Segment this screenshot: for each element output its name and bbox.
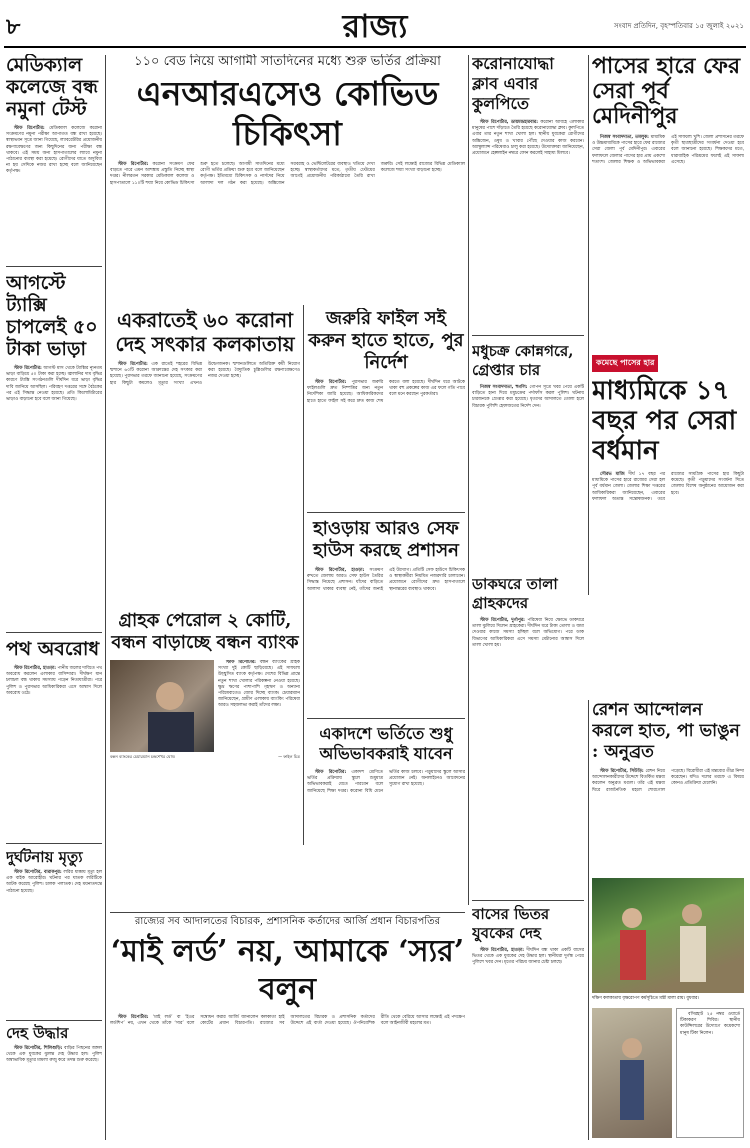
madhusudan-headline: মধুচক্র কোন্নগরে, গ্রেপ্তার চার bbox=[472, 342, 574, 379]
my-lord-body bbox=[110, 1015, 465, 1143]
road-byline: স্টাফ রিপোর্টার, হাওড়া: bbox=[14, 666, 57, 671]
bandhan-article bbox=[110, 610, 300, 910]
ekadash-headline: একাদশে ভর্তিতে শুধু অভিভাবকরাই যাবেন bbox=[319, 724, 453, 763]
dateline: সংবাদ প্রতিদিন, বৃহস্পতিবার ১৫ জুলাই ২০২১ bbox=[614, 22, 744, 30]
madhyamik-text: দীর্ঘ ১৭ বছর পর মাধ্যমিকে পাসের হারে রাজ্যের সেরা হল পূর্ব বর্ধমান জেলা। জেলার শিক্ষা দপ্তরের আধিকারিকরা জানিয়েছেন, এবারের ফলাফল অত্যন্ত সন্তোষজনক। তবে রাজ্যের সামগ্রিক পাসের হার কিছুটা কমেছে। কৃতী পড়ুয়াদের সংবর্ধনা দিতে জেলায় বিশেষ অনুষ্ঠানের আয়োজন করা হবে। bbox=[592, 472, 744, 502]
bus-article bbox=[472, 905, 584, 1140]
bandhan-caption: বন্ধন ব্যাংকের চেয়ারম্যান চন্দ্রশেখর ঘোষ। bbox=[110, 754, 176, 759]
file-sign-text: পুরসভার জরুরি ফাইলগুলি দ্রুত নিষ্পত্তির জন্য নতুন নির্দেশিকা জারি হয়েছে। আধিকারিকদের হাতে হাতে ফাইল সই করে দ্রুত কাজ শেষ করতে বলা হয়েছে। দীর্ঘদিন ধরে আটকে থাকা বহু প্রকল্পের কাজ এর ফলে গতি পাবে বলে মনে করছেন পুরকর্তারা। bbox=[307, 380, 465, 404]
bandhan-photo-credit: — ফাইল চিত্র bbox=[278, 754, 300, 759]
ration-byline: স্টাফ রিপোর্টার, সিউড়ি: bbox=[600, 769, 644, 774]
pass-rate-text: মাধ্যমিক ও উচ্চমাধ্যমিকে পাসের হারে ফের রাজ্যের সেরা জেলা পূর্ব মেদিনীপুর। এবারের ফলাফলে জেলার পাসের হার প্রায় একশো শতাংশ। জেলার শিক্ষক ও অভিভাবকরা এই সাফল্যে খুশি। জেলা প্রশাসনের তরফে কৃতী ছাত্রছাত্রীদের সংবর্ধনা দেওয়া হবে বলে জানানো হয়েছে। শিক্ষকদের মতে, ধারাবাহিক পরিশ্রমের ফলেই এই সাফল্য এসেছে। bbox=[592, 135, 744, 165]
file-sign-headline: জরুরি ফাইল সই করুন হাতে হাতে, পুর নির্দেশ bbox=[308, 308, 464, 373]
ekadash-body bbox=[307, 770, 465, 900]
ration-body bbox=[592, 769, 744, 875]
col-divider bbox=[105, 55, 106, 1140]
howrah-article bbox=[307, 518, 465, 713]
bus-body bbox=[472, 948, 584, 967]
accident-article bbox=[6, 848, 102, 1008]
crowd-illustration bbox=[592, 1008, 672, 1138]
kolkata-body bbox=[110, 362, 300, 602]
accident-text: লরির ধাক্কায় মৃত্যু হল এক বাইক আরোহীর। ঘটনার পর ঘাতক লরিটিকে আটক করেছে পুলিশ। চালক পলাতক। দেহ ময়নাতদন্তে পাঠানো হয়েছে। bbox=[6, 870, 102, 894]
medical-article bbox=[6, 54, 102, 264]
bandhan-headline: গ্রাহক পেরোল ২ কোটি, বন্ধন বাড়াচ্ছে বন্ধন ব্যাংক bbox=[111, 610, 299, 653]
club-headline: করোনাযোদ্ধা ক্লাব এবার কুলপিতে bbox=[472, 54, 554, 113]
taxi-body bbox=[6, 366, 102, 403]
ration-text: রেশন নিয়ে আন্দোলনকারীদের উদ্দেশে বিতর্কিত মন্তব্য করলেন অনুব্রত মণ্ডল। তাঁর এই মন্তব্য ঘিরে রাজনৈতিক মহলে শোরগোল পড়েছে। বিরোধীরা এই মন্তব্যের তীব্র নিন্দা করেছেন। যদিও দলের তরফে এ বিষয়ে কোনও প্রতিক্রিয়া মেলেনি। bbox=[592, 769, 744, 793]
body-found-headline: দেহ উদ্ধার bbox=[6, 1024, 69, 1042]
taxi-text: আগস্ট মাস থেকে ট্যাক্সির ন্যূনতম ভাড়া বাড়িয়ে ৫০ টাকা করা হচ্ছে। জ্বালানির দাম বৃদ্ধির কারণে ট্যাক্সি সংগঠনগুলি দীর্ঘদিন ধরে ভাড়া বৃদ্ধির দাবি জানিয়ে আসছিল। পরিবহণ দপ্তরের সঙ্গে বৈঠকের পর এই সিদ্ধান্ত নেওয়া হয়েছে। প্রতি কিলোমিটারের ভাড়াও বাড়ানো হবে বলে জানা গিয়েছে। bbox=[6, 366, 102, 403]
tree-photo-caption: দক্ষিণ কলকাতায় বৃক্ষরোপণ কর্মসূচিতে মন্ত্রী মালা রায়। বুধবার। bbox=[592, 996, 700, 1001]
divider bbox=[6, 266, 102, 267]
madhyamik-byline: সৌরভ মাজি bbox=[600, 472, 625, 477]
taxi-article bbox=[6, 272, 102, 627]
col-divider bbox=[468, 55, 469, 615]
my-lord-byline: স্টাফ রিপোর্টার: bbox=[118, 1015, 149, 1020]
medical-headline: মেডিক্যাল কলেজে বন্ধ নমুনা টেস্ট bbox=[6, 54, 98, 120]
madhyamik-body bbox=[592, 472, 744, 670]
divider bbox=[6, 1020, 102, 1021]
body-found-article bbox=[6, 1024, 102, 1142]
nrs-body bbox=[110, 162, 465, 304]
kolkata-article bbox=[110, 308, 300, 608]
masthead-rule bbox=[4, 46, 746, 48]
accident-byline: স্টাফ রিপোর্টার, বারাকপুর: bbox=[14, 870, 62, 875]
people-illustration bbox=[592, 878, 744, 993]
nrs-byline: স্টাফ রিপোর্টার: bbox=[118, 162, 149, 167]
nrs-headline: এনআরএসেও কোভিড চিকিৎসা bbox=[136, 74, 439, 153]
madhyamik-headline: মাধ্যমিকে ১৭ বছর পর সেরা বর্ধমান bbox=[592, 376, 737, 466]
club-byline: স্টাফ রিপোর্টার, ডায়মন্ডহারবার: bbox=[480, 120, 538, 125]
post-office-body bbox=[472, 618, 584, 649]
kolkata-byline: স্টাফ রিপোর্টার: bbox=[118, 362, 148, 367]
person-illustration bbox=[110, 660, 214, 752]
masthead bbox=[0, 0, 750, 50]
file-sign-byline: স্টাফ রিপোর্টার: bbox=[315, 380, 347, 385]
col-divider bbox=[303, 305, 304, 845]
madhusudan-text: গোপন সূত্রে খবর পেয়ে একটি বাড়িতে হানা দিয়ে মধুচক্রের পর্দাফাঁস করল পুলিশ। ঘটনায় চারজনকে গ্রেপ্তার করা হয়েছে। ধৃতদের আদালতে তোলা হলে বিচারক পুলিশি হেফাজতের নির্দেশ দেন। bbox=[472, 385, 584, 409]
madhusudan-body bbox=[472, 385, 584, 410]
pass-rate-byline: নিজস্ব সংবাদদাতা, তমলুক: bbox=[600, 135, 649, 140]
nrs-article bbox=[110, 54, 465, 304]
bandhan-byline: স্টাফ রিপোর্টার: bbox=[226, 660, 256, 665]
vaccine-photo bbox=[592, 1008, 672, 1138]
madhyamik-article bbox=[592, 350, 744, 670]
accident-body bbox=[6, 870, 102, 895]
bandhan-text: বন্ধন ব্যাংকের গ্রাহক সংখ্যা দুই কোটি ছাড়িয়েছে। এই সাফল্যে উচ্ছ্বসিত ব্যাংক কর্তৃপক্ষ। দেশের বিভিন্ন প্রান্তে নতুন শাখা খোলার পরিকল্পনা নেওয়া হয়েছে। ক্ষুদ্র ঋণের পাশাপাশি গৃহঋণ ও অন্যান্য পরিষেবাতেও জোর দিচ্ছে ব্যাংক। চেয়ারম্যান জানিয়েছেন, গ্রামীণ এলাকায় ব্যাংকিং পরিষেবা আরও সহজলভ্য করাই তাঁদের লক্ষ্য। bbox=[218, 660, 300, 709]
howrah-body bbox=[307, 568, 465, 708]
road-text: পানীয় জলের দাবিতে পথ অবরোধ করলেন এলাকার বাসিন্দারা। দীর্ঘক্ষণ যান চলাচল বন্ধ থাকায় সমস্যায় পড়েন নিত্যযাত্রীরা। পরে পুলিশ ও পুরসভার আধিকারিকরা এসে আশ্বাস দিলে অবরোধ ওঠে। bbox=[6, 666, 102, 696]
tree-planting-photo bbox=[592, 878, 744, 993]
divider bbox=[472, 335, 584, 336]
ekadash-byline: স্টাফ রিপোর্টার: bbox=[315, 770, 347, 775]
howrah-headline: হাওড়ায় আরও সেফ হাউস করছে প্রশাসন bbox=[313, 518, 459, 561]
bus-text: দীর্ঘদিন বন্ধ থাকা একটি বাসের ভিতর থেকে এক যুবকের দেহ উদ্ধার হল। স্থানীয়রা দুর্গন্ধ পেয়ে পুলিশে খবর দেন। মৃতের পরিচয় জানার চেষ্টা চলছে। bbox=[472, 948, 584, 966]
road-article bbox=[6, 638, 102, 798]
ration-headline: রেশন আন্দোলন করলে হাত, পা ভাঙুন : অনুব্রত bbox=[592, 700, 740, 762]
col-divider bbox=[588, 55, 589, 595]
bus-headline: বাসের ভিতর যুবকের দেহ bbox=[472, 905, 550, 942]
kolkata-headline: একরাতেই ৬০ করোনা দেহ সৎকার কলকাতায় bbox=[115, 308, 295, 356]
bandhan-side-text bbox=[218, 660, 300, 752]
col-divider bbox=[468, 575, 469, 905]
page-number: ৮ bbox=[6, 14, 21, 40]
medical-byline: স্টাফ রিপোর্টার: bbox=[14, 126, 45, 131]
body-found-body bbox=[6, 1046, 102, 1065]
post-office-headline: ডাকঘরে তালা গ্রাহকদের bbox=[472, 575, 558, 612]
medical-text: মেডিক্যাল কলেজে করোনা সংক্রমণের নমুনা পরীক্ষা আপাতত বন্ধ রাখা হয়েছে। স্বাস্থ্যভবন সূত্রে জানা গিয়েছে, ল্যাবরেটরির প্রয়োজনীয় রক্ষণাবেক্ষণের জন্য কিছুদিনের জন্য পরীক্ষা বন্ধ থাকবে। এই সময় অন্য হাসপাতালের ল্যাবে নমুনা পাঠানোর ব্যবস্থা করা হয়েছে। রোগীদের যাতে অসুবিধা না হয় সেদিকে নজর রাখা হচ্ছে বলে জানিয়েছেন কর্তৃপক্ষ। bbox=[6, 126, 102, 175]
howrah-text: সংক্রমণ রুখতে জেলায় আরও সেফ হাউস তৈরির সিদ্ধান্ত নিয়েছে প্রশাসন। যাঁদের বাড়িতে আলাদা থাকার ব্যবস্থা নেই, তাঁদের জন্যই এই উদ্যোগ। প্রতিটি সেফ হাউসে চিকিৎসক ও স্বাস্থ্যকর্মীরা নিয়মিত নজরদারি চালাবেন। প্রয়োজনে রোগীদের দ্রুত হাসপাতালে স্থানান্তরের ব্যবস্থাও থাকবে। bbox=[307, 568, 465, 592]
madhusudan-byline: নিজস্ব সংবাদদাতা, হুগলি: bbox=[480, 385, 528, 390]
nrs-text: করোনা সংক্রমণ ফের বাড়তে পারে এমন আশঙ্কায় প্রস্তুতি নিচ্ছে স্বাস্থ্য দপ্তর। নীলরতন সরকার মেডিক্যাল কলেজ ও হাসপাতালে ১১০টি শয্যা নিয়ে কোভিড চিকিৎসা শুরু হতে চলেছে। আগামী সাতদিনের মধ্যে রোগী ভর্তির প্রক্রিয়া শুরু হবে বলে জানিয়েছেন কর্তৃপক্ষ। ইতিমধ্যে চিকিৎসক ও নার্সদের নিয়ে আলাদা দল গঠন করা হয়েছে। অক্সিজেন সরবরাহ ও ভেন্টিলেটরের ব্যবস্থাও খতিয়ে দেখা হচ্ছে। স্বাস্থ্যকর্তাদের মতে, তৃতীয় ঢেউয়ের আগেই প্রয়োজনীয় পরিকাঠামো তৈরি রাখা জরুরি। সেই লক্ষ্যেই রাজ্যের বিভিন্ন মেডিক্যাল কলেজে শয্যা সংখ্যা বাড়ানো হচ্ছে। bbox=[110, 162, 465, 186]
divider bbox=[6, 632, 102, 633]
taxi-byline: স্টাফ রিপোর্টার: bbox=[14, 366, 42, 371]
club-body bbox=[472, 120, 584, 157]
club-article bbox=[472, 54, 584, 334]
body-found-text: বাড়ির পিছনের জঙ্গল থেকে এক যুবকের ঝুলন্ত দেহ উদ্ধার হল। পুলিশ অস্বাভাবিক মৃত্যুর মামলা রুজু করে তদন্ত শুরু করেছে। bbox=[6, 1046, 102, 1064]
post-office-article bbox=[472, 575, 584, 795]
ration-article bbox=[592, 700, 744, 875]
club-text: করোনা আবহে এলাকার মানুষের পাশে দাঁড়াতে তৈরি হয়েছে করোনাযোদ্ধা ক্লাব। কুলপিতে এবার তার নতুন শাখা খোলা হল। স্থানীয় যুবকেরা রোগীদের অক্সিজেন, ওষুধ ও খাবার পৌঁছে দেওয়ার কাজ করবেন। অ্যাম্বুল্যান্স পরিষেবাও চালু করা হয়েছে। উদ্যোক্তারা জানিয়েছেন, প্রয়োজনে হেল্পলাইন নম্বরে ফোন করলেই সাহায্য মিলবে। bbox=[472, 120, 584, 157]
bus-byline: স্টাফ রিপোর্টার, হাওড়া: bbox=[480, 948, 525, 953]
madhyamik-tag: কমেছে পাসের হার bbox=[592, 355, 658, 372]
vaccine-box-text: বসিরহাট ২৫ নম্বর ওয়ার্ডে টিকাকরণ শিবির। স্থানীয় কাউন্সিলরের উদ্যোগে কয়েকশো মানুষ টিকা নিলেন। bbox=[680, 1012, 740, 1036]
post-office-text: পরিষেবা নিয়ে ক্ষোভে ডাকঘরে তালা ঝুলিয়ে দিলেন গ্রাহকেরা। দীর্ঘদিন ধরে টাকা তোলা ও জমা দেওয়ার কাজে সমস্যা হচ্ছিল বলে অভিযোগ। পরে ডাক বিভাগের আধিকারিকরা এসে সমস্যা মেটানোর আশ্বাস দিলে তালা খোলা হয়। bbox=[472, 618, 584, 648]
col-divider bbox=[588, 700, 589, 1140]
body-found-byline: স্টাফ রিপোর্টার, শিলিগুড়ি: bbox=[14, 1046, 63, 1051]
howrah-byline: স্টাফ রিপোর্টার, হাওড়া: bbox=[315, 568, 365, 573]
file-sign-article bbox=[307, 308, 465, 508]
road-headline: পথ অবরোধ bbox=[6, 638, 100, 660]
divider bbox=[6, 843, 102, 844]
pass-rate-headline: পাসের হারে ফের সেরা পূর্ব মেদিনীপুর bbox=[592, 54, 741, 129]
pass-rate-body bbox=[592, 135, 744, 354]
accident-headline: দুর্ঘটনায় মৃত্যু bbox=[6, 848, 83, 866]
road-body bbox=[6, 666, 102, 697]
divider bbox=[307, 512, 465, 513]
my-lord-kicker: রাজ্যের সব আদালতের বিচারক, প্রশাসনিক কর্তাদের আর্জি প্রধান বিচারপতির bbox=[134, 916, 441, 927]
bandhan-photo bbox=[110, 660, 214, 752]
divider bbox=[110, 912, 465, 913]
kolkata-text: এক রাতেই শহরের বিভিন্ন শ্মশানে ৬০টি করোনা আক্রান্তের দেহ সৎকার করা হয়েছে। পুরসভার তরফে জানানো হয়েছে, সংক্রমণের হার কিছুটা কমলেও মৃত্যুর সংখ্যা এখনও উদ্বেগজনক। শ্মশানগুলিতে অতিরিক্ত কর্মী নিয়োগ করা হয়েছে। বৈদ্যুতিক চুল্লিগুলির রক্ষণাবেক্ষণেও নজর দেওয়া হচ্ছে। bbox=[110, 362, 300, 386]
file-sign-body bbox=[307, 380, 465, 508]
my-lord-headline: ‘মাই লর্ড’ নয়, আমাকে ‘স্যর’ বলুন bbox=[110, 934, 465, 1007]
vaccine-box bbox=[676, 1008, 744, 1138]
taxi-headline: আগস্টে ট্যাক্সি চাপলেই ৫০ টাকা ভাড়া bbox=[6, 272, 98, 360]
divider bbox=[307, 718, 465, 719]
section-title: রাজ্য bbox=[342, 7, 408, 45]
ekadash-text: একাদশ শ্রেণিতে ভর্তির প্রক্রিয়ায় স্কুলে শুধুমাত্র অভিভাবকরাই যেতে পারবেন বলে জানিয়েছে শিক্ষা দপ্তর। করোনা বিধি মেনে ভর্তির কাজ চলবে। পড়ুয়াদের স্কুলে আসার প্রয়োজন নেই। অনলাইনেও আবেদনের সুযোগ রাখা হয়েছে। bbox=[307, 770, 465, 794]
pass-rate-article bbox=[592, 54, 744, 354]
my-lord-text: ‘মাই লর্ড’ বা ‘ইওর লর্ডশিপ’ নয়, এখন থেকে তাঁকে ‘স্যর’ বলে সম্বোধন করার আর্জি জানালেন কলকাতা হাই কোর্টের প্রধান বিচারপতি। রাজ্যের সব আদালতের বিচারক ও প্রশাসনিক কর্তাদের উদ্দেশে এই বার্তা দেওয়া হয়েছে। ঔপনিবেশিক রীতি থেকে বেরিয়ে আসার লক্ষ্যেই এই পদক্ষেপ বলে আইনজীবী মহলের মত। bbox=[110, 1015, 465, 1027]
ekadash-article bbox=[307, 724, 465, 909]
my-lord-article bbox=[110, 915, 465, 1143]
divider bbox=[472, 900, 584, 901]
post-office-byline: স্টাফ রিপোর্টার, দুর্গাপুর: bbox=[480, 618, 525, 623]
madhusudan-article bbox=[472, 342, 584, 572]
nrs-kicker: ১১০ বেড নিয়ে আগামী সাতদিনের মধ্যে শুরু ভর্তির প্রক্রিয়া bbox=[134, 54, 441, 69]
medical-body bbox=[6, 126, 102, 176]
